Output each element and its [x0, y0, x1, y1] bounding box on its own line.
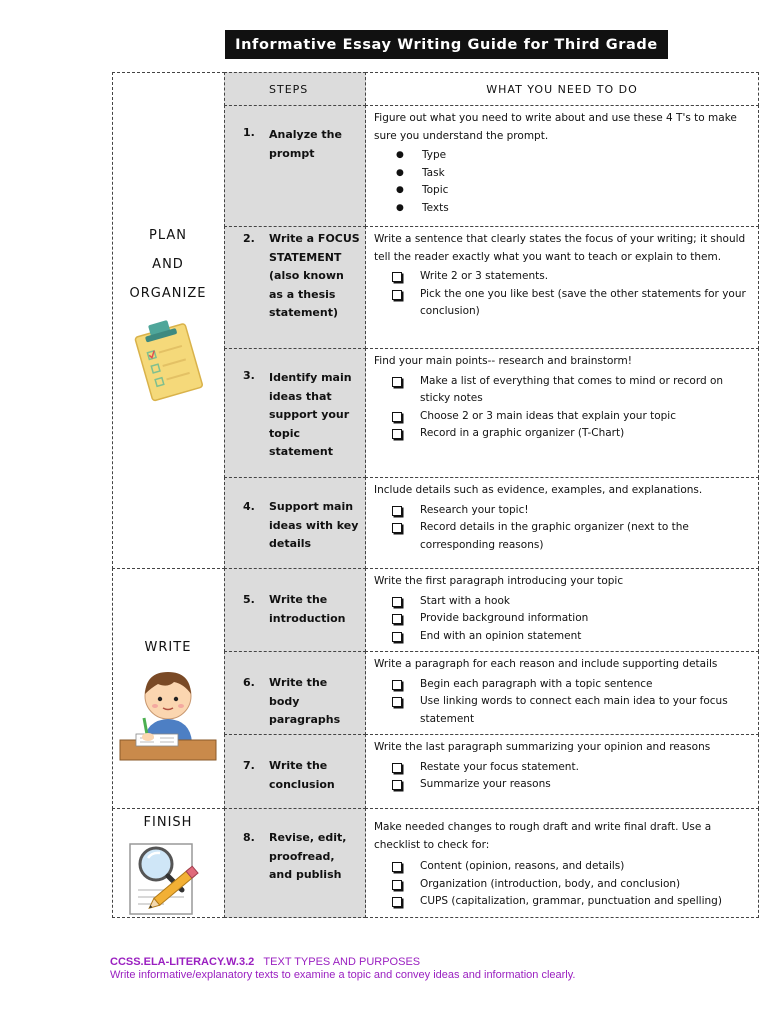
step-cell: 2. Write a FOCUS STATEMENT (also known as a thesis statement)	[224, 226, 366, 349]
list-item: ● Topic	[396, 184, 449, 196]
magnifier-pencil-icon	[124, 838, 212, 918]
phase-label-plan: PLAN AND ORGANIZE	[129, 228, 207, 301]
standard-description: Write informative/explanatory texts to examine a topic and convey ideas and information clearly.	[110, 969, 576, 981]
todo-cell: Make needed changes to rough draft and write final draft. Use a checklist to check for: Content (opinion, reasons, and details) Organization (introduction, body, and conclusion) CUPS (capitalization, grammar, punctuation and spelling)	[365, 808, 759, 918]
list-item: Make a list of everything that comes to mind or record on sticky notes	[374, 373, 750, 408]
list-item: Research your topic!	[374, 502, 750, 520]
todo-cell: Include details such as evidence, examples, and explanations. Research your topic! Record details in the graphic organizer (next to the corresponding reasons)	[365, 477, 759, 569]
checkbox-icon	[392, 780, 402, 790]
list-item: Use linking words to connect each main idea to your focus statement	[374, 693, 750, 728]
checkbox-icon	[392, 862, 402, 872]
todo-cell: Write the first paragraph introducing your topic Start with a hook Provide background information End with an opinion statement	[365, 568, 759, 652]
checkbox-icon	[392, 680, 402, 690]
step-cell: 8. Revise, edit, proofread, and publish	[224, 808, 366, 918]
todo-cell: Write a sentence that clearly states the focus of your writing; it should tell the reader exactly what you want to teach or explain to them. Write 2 or 3 statements. Pick the one you like best (save the other statements for your conclusion)	[365, 226, 759, 349]
list-item: Choose 2 or 3 main ideas that explain your topic	[374, 408, 750, 426]
checkbox-icon	[392, 523, 402, 533]
checkbox-icon	[392, 506, 402, 516]
list-item: Begin each paragraph with a topic sentence	[374, 676, 750, 694]
writing-guide-table	[112, 72, 759, 918]
checkbox-icon	[392, 697, 402, 707]
step-cell: 3. Identify main ideas that support your topic statement	[224, 348, 366, 478]
todo-cell: Find your main points-- research and brainstorm! Make a list of everything that comes to mind or record on sticky notes Choose 2 or 3 main ideas that explain your topic Record in a graphic organizer (T-Chart)	[365, 348, 759, 478]
checkbox-icon	[392, 897, 402, 907]
list-item: ● Texts	[396, 201, 449, 214]
phase-label-write: WRITE	[144, 640, 192, 655]
standard-code-line: CCSS.ELA-LITERACY.W.3.2 TEXT TYPES AND PURPOSES	[110, 956, 421, 968]
todo-cell: Write a paragraph for each reason and include supporting details Begin each paragraph with a topic sentence Use linking words to connect each main idea to your focus statement	[365, 651, 759, 735]
checkbox-icon	[392, 763, 402, 773]
checkbox-icon	[392, 597, 402, 607]
list-item: Organization (introduction, body, and conclusion)	[374, 876, 750, 894]
page-title: Informative Essay Writing Guide for Third Grade	[225, 30, 668, 59]
list-item: Provide background information	[374, 610, 750, 628]
list-item: CUPS (capitalization, grammar, punctuation and spelling)	[374, 893, 750, 911]
checkbox-icon	[392, 880, 402, 890]
step-cell: 6. Write the body paragraphs	[224, 651, 366, 735]
child-writing-icon	[118, 662, 218, 762]
step-cell: 1. Analyze the prompt	[224, 105, 366, 227]
step-cell: 5. Write the introduction	[224, 568, 366, 652]
list-item: Record details in the graphic organizer (next to the corresponding reasons)	[374, 519, 750, 554]
checkbox-icon	[392, 377, 402, 387]
clipboard-icon	[130, 317, 208, 402]
todo-cell: Write the last paragraph summarizing your opinion and reasons Restate your focus statement. Summarize your reasons	[365, 734, 759, 809]
list-item: Content (opinion, reasons, and details)	[374, 858, 750, 876]
checkbox-icon	[392, 412, 402, 422]
phase-label-finish: FINISH	[143, 815, 193, 830]
checkbox-icon	[392, 272, 402, 282]
list-item: Write 2 or 3 statements.	[374, 268, 750, 286]
list-item: Start with a hook	[374, 593, 750, 611]
list-item: Pick the one you like best (save the other statements for your conclusion)	[374, 286, 750, 321]
step-cell: 4. Support main ideas with key details	[224, 477, 366, 569]
list-item: ● Type	[396, 149, 447, 161]
list-item: Restate your focus statement.	[374, 759, 750, 777]
checkbox-icon	[392, 290, 402, 300]
list-item: End with an opinion statement	[374, 628, 750, 646]
checkbox-icon	[392, 429, 402, 439]
list-item: Summarize your reasons	[374, 776, 750, 794]
todo-cell: Figure out what you need to write about and use these 4 T's to make sure you understand the prompt. ● Type ● Task ● Topic ● Texts	[365, 105, 759, 227]
checkbox-icon	[392, 632, 402, 642]
checkbox-icon	[392, 614, 402, 624]
steps-header: STEPS	[224, 72, 366, 106]
list-item: Record in a graphic organizer (T-Chart)	[374, 425, 750, 443]
todo-header: WHAT YOU NEED TO DO	[365, 72, 759, 106]
list-item: ● Task	[396, 166, 445, 179]
step-cell: 7. Write the conclusion	[224, 734, 366, 809]
